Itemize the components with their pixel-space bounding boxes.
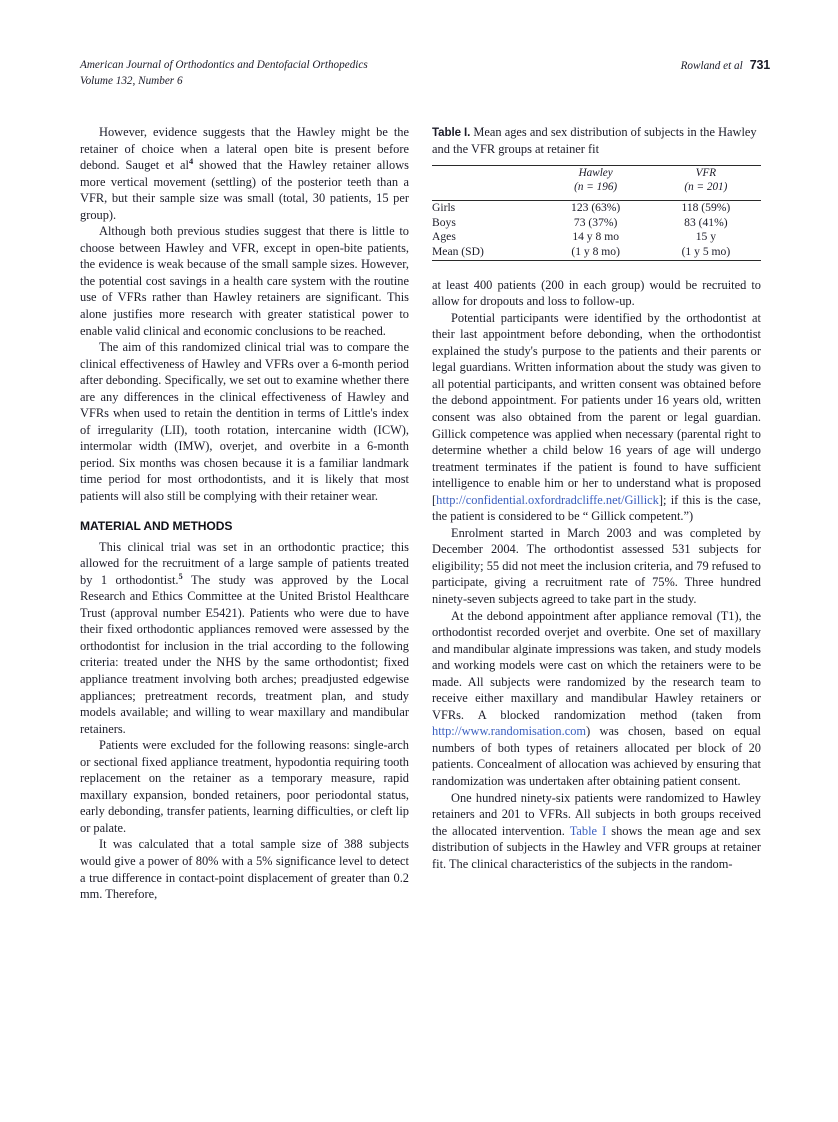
reference-marker-4: 4: [188, 155, 194, 166]
paragraph-sample-size: It was calculated that a total sample size of 388 subjects would give a power of 80% with a 5% significance level to detect a true difference in contact-point displacement of greater than 0.2 mm. Therefore,: [80, 837, 409, 902]
table-bottom-rule: [432, 260, 761, 261]
table-cell-vfr: 15 y: [695, 230, 717, 244]
table-label: Table I.: [432, 126, 471, 139]
table-header-vfr: [651, 165, 761, 194]
table-header-empty: [432, 165, 541, 194]
table-cell-hawley: 73 (37%): [573, 215, 618, 229]
section-heading-material-and-methods: MATERIAL AND METHODS: [80, 518, 233, 533]
table-body: [432, 201, 761, 260]
paragraph-hawley-evidence: [80, 124, 409, 223]
table-header-hawley-n: (n = 196): [574, 181, 618, 194]
table-cell-hawley: 123 (63%): [571, 201, 621, 215]
journal-title: American Journal of Orthodontics and Dentofacial Orthopedics: [80, 59, 368, 71]
paragraph-exclusion-criteria: Patients were excluded for the following reasons: single-arch or sectional fixed appliance treatment, hypodontia requiring tooth replacement on the retainer as a temporary measure, rapid maxillary expansion, bonded retainers, poor periodontal status, early debonding, transfer patients, learning difficulties, or cleft lip or palate.: [80, 738, 409, 835]
table-caption: [432, 124, 761, 158]
paragraph-participant-identification: [432, 310, 761, 525]
table-cell-label: Girls: [432, 201, 456, 215]
p2-text-b: ]; if this is the case, the patient is considered to be “ Gillick competent.”): [432, 492, 761, 524]
table-row: [432, 245, 761, 260]
header-right-block: [681, 57, 770, 74]
p4-text-b: ) was chosen, based on equal numbers of both types of retainers allocated per block of 20 patients. Concealment of allocation was achieved by ensuring that randomization was undertaken after obtaining patient consent.: [432, 724, 761, 788]
journal-title-block: [80, 57, 368, 89]
table-cell-hawley: (1 y 8 mo): [571, 245, 620, 258]
table-caption-text: Mean ages and sex distribution of subjects in the Hawley and the VFR groups at retainer fit: [432, 125, 757, 157]
journal-volume-issue: Volume 132, Number 6: [80, 75, 183, 87]
reference-marker-5: 5: [178, 570, 183, 581]
p1-text-a: However, evidence suggests that the Hawley might be the retainer of choice when a lateral open bite is present before debond. Sauget et al: [80, 125, 409, 173]
paragraph-randomization-results: [432, 790, 761, 873]
table-bottom-rule-row: [432, 260, 761, 261]
running-header: [80, 57, 770, 89]
table-header-hawley: [541, 165, 651, 194]
p5-text-a: One hundred ninety-six patients were randomized to Hawley retainers and 201 to VFRs. All subjects in both groups received the allocated intervention.: [432, 790, 761, 838]
right-column: [432, 124, 761, 872]
paragraph-previous-studies: Although both previous studies suggest that there is little to choose between Hawley and VFR, except in open-bite patients, the evidence is weak because of the small sample sizes. However, the potential cost savings in a health care system with the routine use of VFRs rather than Hawley retainers are significant. This alone justifies more research with greater statistical power to enable valid clinical and economic conclusions to be reached.: [80, 224, 409, 338]
table-cell-vfr: 118 (59%): [681, 201, 731, 215]
p2-text-a: Potential participants were identified by the orthodontist at their last appointment before debonding, when the orthodontist explained the study's purpose to the patients and their parents or legal guardians. Written information about the study was given to all potential participants, and written consent was obtained before the debond appointment. For patients under 16 years old, written consent was also obtained from the parent or legal guardian. Gillick competence was applied when necessary (parental right to determine whether a child below 16 years of age will undergo treatment terminates if the patient is found to have sufficient intelligence to enable him or her to understand what is proposed [: [432, 310, 761, 507]
gillick-url-link[interactable]: http://confidential.oxfordradcliffe.net/Gillick: [436, 492, 659, 507]
table-cell-vfr: 83 (41%): [684, 215, 728, 229]
table-cell-label: Mean (SD): [432, 245, 484, 258]
table-header-vfr-n: (n = 201): [684, 181, 728, 194]
p4-text-b: The study was approved by the Local Research and Ethics Committee at the United Bristol Healthcare Trust (approval number E5421). Patients who were due to have their fixed orthodontic appliances removed were assessed by the orthodontist for inclusion in the trial according to the following criteria: treated under the NHS by the same orthodontist; fixed appliance treatment involving both arches; preadjusted edgewise appliances; pretreatment records, treatment plan, and study models available; and willing to wear maxillary and mandibular retainers.: [80, 572, 409, 736]
table-head: [432, 165, 761, 200]
running-authors: Rowland et al: [680, 60, 743, 72]
paragraph-enrolment: Enrolment started in March 2003 and was completed by December 2004. The orthodontist assessed 531 subjects for eligibility; 55 did not meet the inclusion criteria, and 79 refused to participate, giving a recruitment rate of 75%. Three hundred ninety-seven subjects agreed to take part in the study.: [432, 525, 761, 606]
randomisation-url-link[interactable]: http://www.randomisation.com: [432, 724, 587, 739]
table-cell-hawley: 14 y 8 mo: [572, 230, 620, 244]
table-row: [432, 216, 761, 231]
table-header-vfr-title: VFR: [695, 166, 717, 179]
table-head-row: [432, 165, 761, 194]
table-i: [432, 165, 761, 261]
paragraph-debond-appointment: [432, 608, 761, 790]
table-cell-label: Ages: [432, 230, 456, 244]
p1-text-b: showed that the Hawley retainer allows more vertical movement (settling) of the posterior teeth than a VFR, but their sample size was small (total, 30 patients, 15 per group).: [80, 158, 409, 222]
table-header-hawley-title: Hawley: [578, 166, 613, 179]
table-row: [432, 230, 761, 245]
table-i-block: [432, 124, 761, 261]
left-column: [80, 124, 409, 903]
paragraph-trial-setting: [80, 539, 409, 738]
p5-text-b: shows the mean age and sex distribution of subjects in the Hawley and VFR groups at retainer fit. The clinical characteristics of the subjects in the random-: [432, 823, 761, 871]
table-cell-label: Boys: [432, 215, 456, 229]
paragraph-trial-aim: The aim of this randomized clinical trial was to compare the clinical effectiveness of Hawley and VFRs over a 6-month period after debonding. Specifically, we set out to examine whether there are any differences in the clinical effectiveness of Hawley and VFRs when used to retain the dentition in terms of Little's index of irregularity (LII), tooth rotation, intercanine width (ICW), intermolar width (IMW), overjet, and overbite in a 6-month period. Six months was chosen because it is a familiar landmark time period for most orthodontists, and it is likely that most patients will also still be complying with their retainer wear.: [80, 340, 409, 504]
table-row: [432, 201, 761, 216]
table-cell-vfr: (1 y 5 mo): [681, 245, 731, 258]
page-number: 731: [749, 58, 770, 72]
table-i-cross-reference-link[interactable]: Table I: [569, 823, 607, 838]
paragraph-recruitment-target: at least 400 patients (200 in each group) would be recruited to allow for dropouts and loss to follow-up.: [432, 277, 761, 309]
p4-text-a: At the debond appointment after appliance removal (T1), the orthodontist recorded overjet and overbite. One set of maxillary and mandibular alginate impressions was taken, and study models and working models were cast on which the retainers were to be made. All subjects were randomized by the research team to receive either maxillary and mandibular Hawley retainers or VFRs. A blocked randomization method (taken from: [432, 608, 761, 722]
p4-text-a: This clinical trial was set in an orthodontic practice; this allowed for the recruitment of a large sample of patients treated by 1 orthodontist.: [80, 539, 409, 587]
